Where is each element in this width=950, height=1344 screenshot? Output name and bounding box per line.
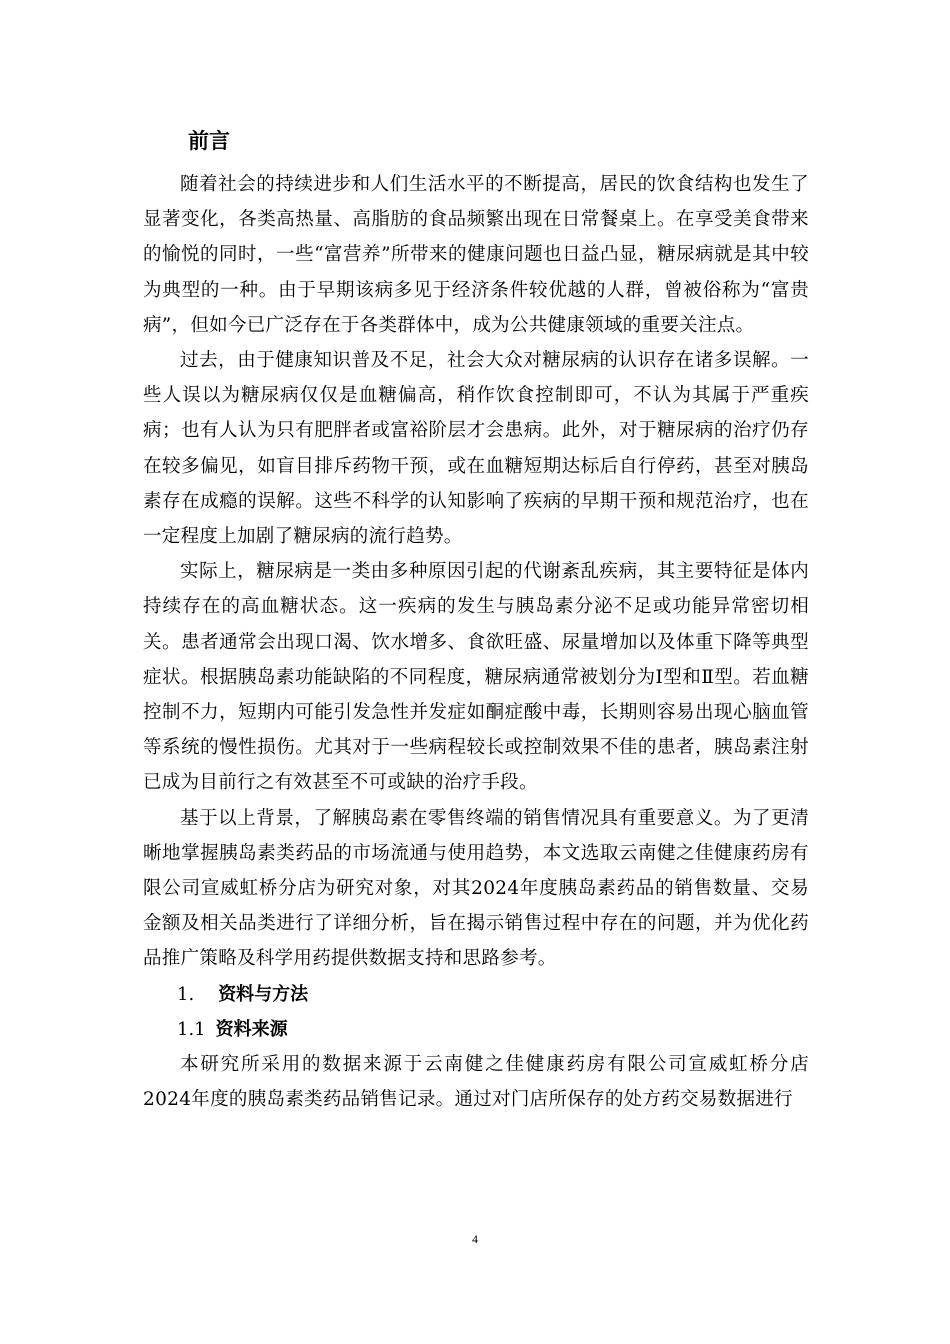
section-heading-materials-methods [143, 977, 809, 1012]
section-heading-preface: 前言 [188, 129, 230, 153]
subsection-number: 1.1 [177, 1018, 206, 1040]
section-number: 1. [177, 983, 195, 1005]
paragraph: 本研究所采用的数据来源于云南健之佳健康药房有限公司宣威虹桥分店2024年度的胰岛素类药品销售记录。通过对门店所保存的处方药交易数据进行 [143, 1054, 809, 1111]
section-title: 资料与方法 [218, 983, 309, 1005]
paragraph: 随着社会的持续进步和人们生活水平的不断提高，居民的饮食结构也发生了显著变化，各类高热量、高脂肪的食品频繁出现在日常餐桌上。在享受美食带来的愉悦的同时，一些“富营养”所带来的健康问题也日益凸显，糖尿病就是其中较为典型的一种。由于早期该病多见于经济条件较优越的人群，曾被俗称为“富贵病”，但如今已广泛存在于各类群体中，成为公共健康领域的重要关注点。 [143, 174, 809, 336]
paragraph: 基于以上背景，了解胰岛素在零售终端的销售情况具有重要意义。为了更清晰地掌握胰岛素类药品的市场流通与使用趋势，本文选取云南健之佳健康药房有限公司宣威虹桥分店为研究对象，对其2024年度胰岛素药品的销售数量、交易金额及相关品类进行了详细分析，旨在揭示销售过程中存在的问题，并为优化药品推广策略及科学用药提供数据支持和思路参考。 [143, 807, 809, 970]
subsection-heading-data-source [143, 1012, 809, 1047]
paragraph: 过去，由于健康知识普及不足，社会大众对糖尿病的认识存在诸多误解。一些人误以为糖尿病仅仅是血糖偏高，稍作饮食控制即可，不认为其属于严重疾病；也有人认为只有肥胖者或富裕阶层才会患病。此外，对于糖尿病的治疗仍存在较多偏见，如盲目排斥药物干预，或在血糖短期达标后自行停药，甚至对胰岛素存在成瘾的误解。这些不科学的认知影响了疾病的早期干预和规范治疗，也在一定程度上加剧了糖尿病的流行趋势。 [143, 350, 809, 548]
paragraph: 实际上，糖尿病是一类由多种原因引起的代谢紊乱疾病，其主要特征是体内持续存在的高血糖状态。这一疾病的发生与胰岛素分泌不足或功能异常密切相关。患者通常会出现口渴、饮水增多、食欲旺盛、尿量增加以及体重下降等典型症状。根据胰岛素功能缺陷的不同程度，糖尿病通常被划分为Ⅰ型和Ⅱ型。若血糖控制不力，短期内可能引发急性并发症如酮症酸中毒，长期则容易出现心脑血管等系统的慢性损伤。尤其对于一些病程较长或控制效果不佳的患者，胰岛素注射已成为目前行之有效甚至不可或缺的治疗手段。 [143, 561, 809, 794]
body-text [143, 167, 809, 1117]
page-number: 4 [472, 1232, 478, 1246]
subsection-title: 资料来源 [215, 1018, 288, 1040]
